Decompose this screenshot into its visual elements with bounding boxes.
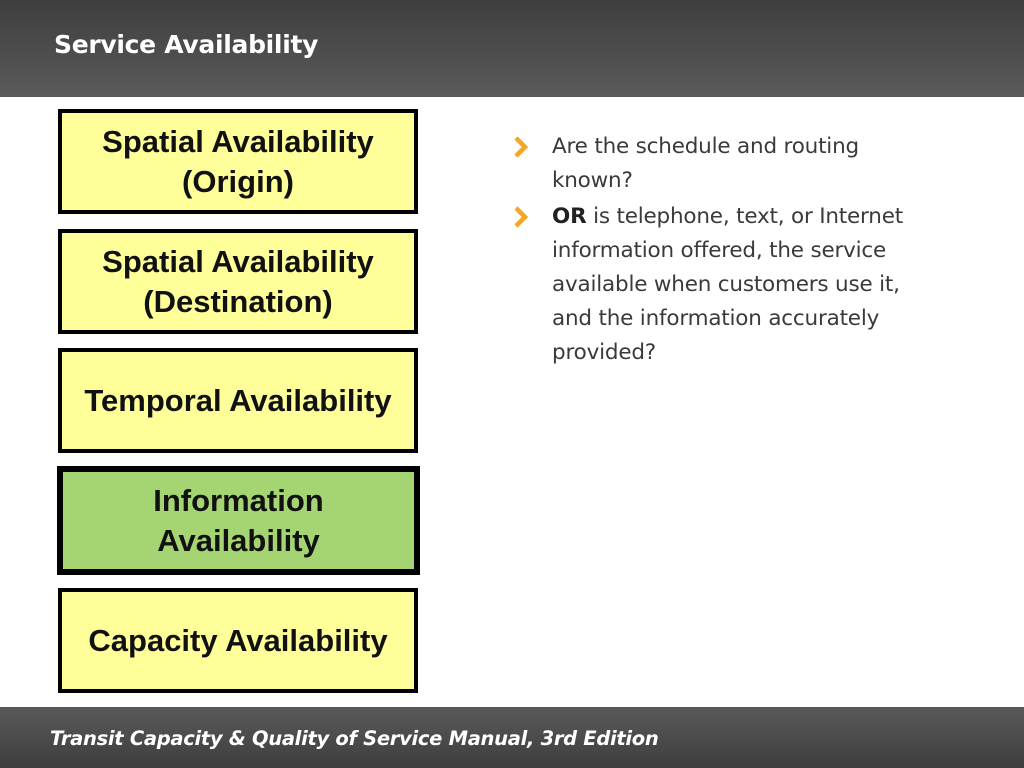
slide-footer [0,707,1024,768]
bullet-bold-text: OR [552,204,587,229]
bullet-item [508,130,928,198]
slide-header [0,0,1024,97]
footer-citation: Transit Capacity & Quality of Service Manual, 3rd Edition [50,727,659,750]
chevron-right-icon [510,134,532,160]
box-label: Capacity Availability [88,622,388,658]
box-spatial-origin [58,109,418,214]
slide-title: Service Availability [54,30,319,59]
bullet-text: Are the schedule and routing known? [552,134,859,193]
bullet-item [508,200,928,370]
bullet-text: is telephone, text, or Internet information offered, the service available when customers use it, and the information accurately provided? [552,204,903,365]
box-capacity [58,588,418,693]
chevron-right-icon [510,204,532,230]
box-temporal [58,348,418,453]
box-spatial-destination [58,229,418,334]
box-information [57,466,420,575]
box-label: Temporal Availability [84,382,392,418]
box-label: Information Availability [153,482,324,558]
box-label: Spatial Availability (Origin) [102,123,374,199]
bullet-list [508,130,928,372]
box-label: Spatial Availability (Destination) [102,243,374,319]
